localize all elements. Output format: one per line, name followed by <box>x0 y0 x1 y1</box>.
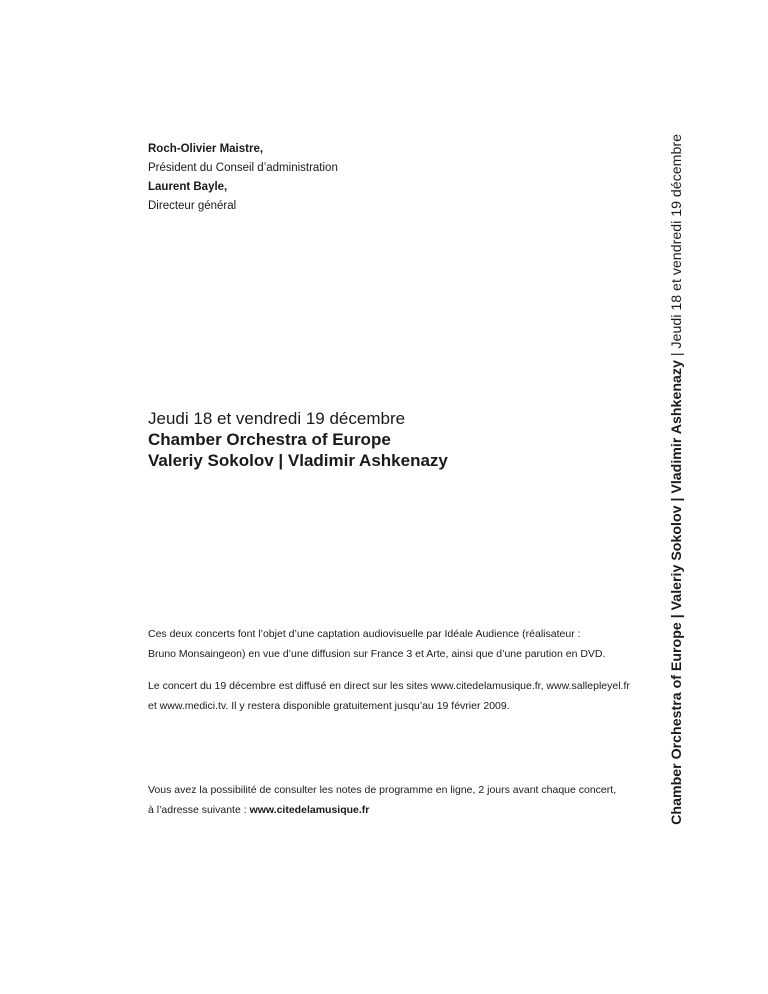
side-title-separator: | <box>669 348 685 361</box>
notes-address-prefix: à l’adresse suivante : <box>148 804 250 816</box>
concert-date: Jeudi 18 et vendredi 19 décembre <box>148 409 406 428</box>
artists-names: Valeriy Sokolov | Vladimir Ashkenazy <box>148 451 448 470</box>
paragraph-line: et www.medici.tv. Il y restera disponible gratuitement jusqu’au 19 février 2009. <box>148 700 510 712</box>
paragraph-line <box>148 800 648 820</box>
paragraph-line: Le concert du 19 décembre est diffusé en direct sur les sites www.citedelamusique.fr, www.sallepleyel.fr <box>148 680 630 692</box>
orchestra-name: Chamber Orchestra of Europe <box>148 430 391 449</box>
side-title-bold: Chamber Orchestra of Europe | Valeriy Sokolov | Vladimir Ashkenazy <box>669 360 685 825</box>
director-name: Roch-Olivier Maistre, <box>148 143 264 155</box>
concert-header <box>148 408 448 471</box>
paragraph-line: Bruno Monsaingeon) en vue d’une diffusion sur France 3 et Arte, ainsi que d’une parution en DVD. <box>148 648 606 660</box>
captation-paragraph <box>148 624 648 664</box>
broadcast-paragraph <box>148 676 648 716</box>
director-name: Laurent Bayle, <box>148 181 228 193</box>
paragraph-line: Vous avez la possibilité de consulter les notes de programme en ligne, 2 jours avant chaque concert, <box>148 784 617 796</box>
website-link[interactable]: www.citedelamusique.fr <box>249 804 370 816</box>
side-title-text <box>666 134 688 884</box>
paragraph-line: Ces deux concerts font l’objet d’une captation audiovisuelle par Idéale Audience (réalisateur : <box>148 628 581 640</box>
directors-block <box>148 140 338 216</box>
director-role: Président du Conseil d’administration <box>148 162 338 174</box>
director-role: Directeur général <box>148 200 237 212</box>
notes-paragraph <box>148 780 648 820</box>
side-title-date: Jeudi 18 et vendredi 19 décembre <box>669 134 685 349</box>
vertical-side-title <box>666 134 688 884</box>
